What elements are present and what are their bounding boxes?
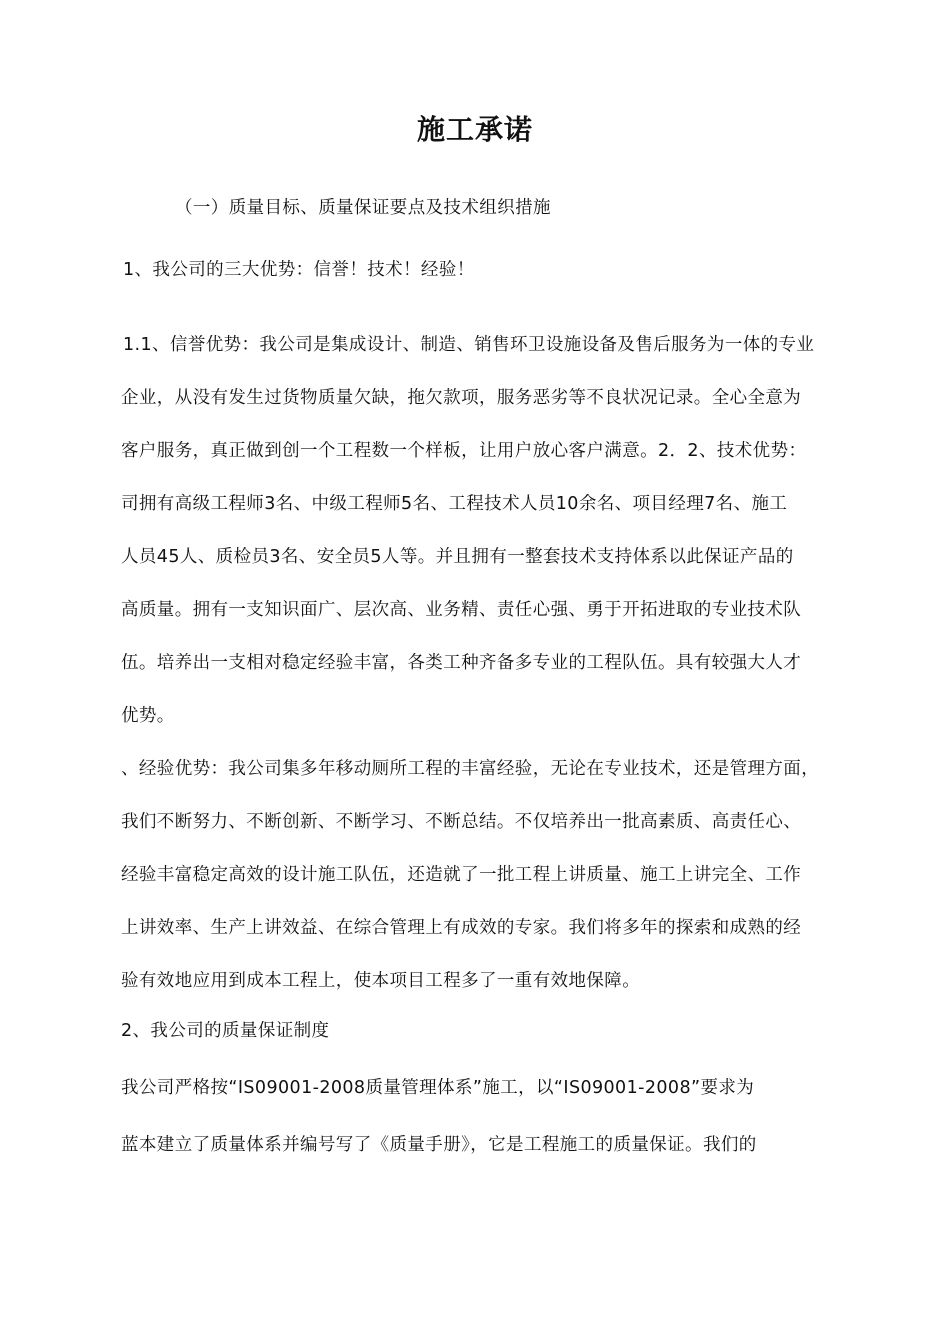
paragraph-line: 1.1、信誉优势：我公司是集成设计、制造、销售环卫设施设备及售后服务为一体的专业	[123, 335, 815, 355]
section-heading: （一）质量目标、质量保证要点及技术组织措施	[175, 198, 551, 218]
paragraph-line: 我公司严格按“IS09001-2008质量管理体系”施工，以“IS09001-2008”要求为	[121, 1078, 755, 1098]
paragraph-line: 优势。	[121, 706, 175, 726]
document-title: 施工承诺	[416, 113, 533, 146]
paragraph-line: 验有效地应用到成本工程上，使本项目工程多了一重有效地保障。	[121, 971, 641, 991]
paragraph-line: 经验丰富稳定高效的设计施工队伍，还造就了一批工程上讲质量、施工上讲完全、工作	[121, 865, 802, 885]
paragraph-line: 我们不断努力、不断创新、不断学习、不断总结。不仅培养出一批高素质、高责任心、	[121, 812, 802, 832]
paragraph-line: 客户服务，真正做到创一个工程数一个样板，让用户放心客户满意。2．2、技术优势：	[121, 441, 807, 461]
paragraph-line: 企业，从没有发生过货物质量欠缺，拖欠款项，服务恶劣等不良状况记录。全心全意为	[121, 388, 802, 408]
paragraph-line: 高质量。拥有一支知识面广、层次高、业务精、责任心强、勇于开拓进取的专业技术队	[121, 600, 802, 620]
paragraph-line: 蓝本建立了质量体系并编号写了《质量手册》，它是工程施工的质量保证。我们的	[121, 1135, 757, 1155]
paragraph-line: 人员45人、质检员3名、安全员5人等。并且拥有一整套技术支持体系以此保证产品的	[121, 547, 794, 567]
subsection-heading: 2、我公司的质量保证制度	[121, 1021, 330, 1041]
paragraph-line: 伍。培养出一支相对稳定经验丰富，各类工种齐备多专业的工程队伍。具有较强大人才	[121, 653, 802, 673]
paragraph-line: 、经验优势：我公司集多年移动厕所工程的丰富经验，无论在专业技术，还是管理方面，	[121, 759, 820, 779]
paragraph-line: 司拥有高级工程师3名、中级工程师5名、工程技术人员10余名、项目经理7名、施工	[121, 494, 788, 514]
paragraph-line: 上讲效率、生产上讲效益、在综合管理上有成效的专家。我们将多年的探索和成熟的经	[121, 918, 802, 938]
paragraph-line: 1、我公司的三大优势：信誉！技术！经验！	[123, 260, 475, 280]
